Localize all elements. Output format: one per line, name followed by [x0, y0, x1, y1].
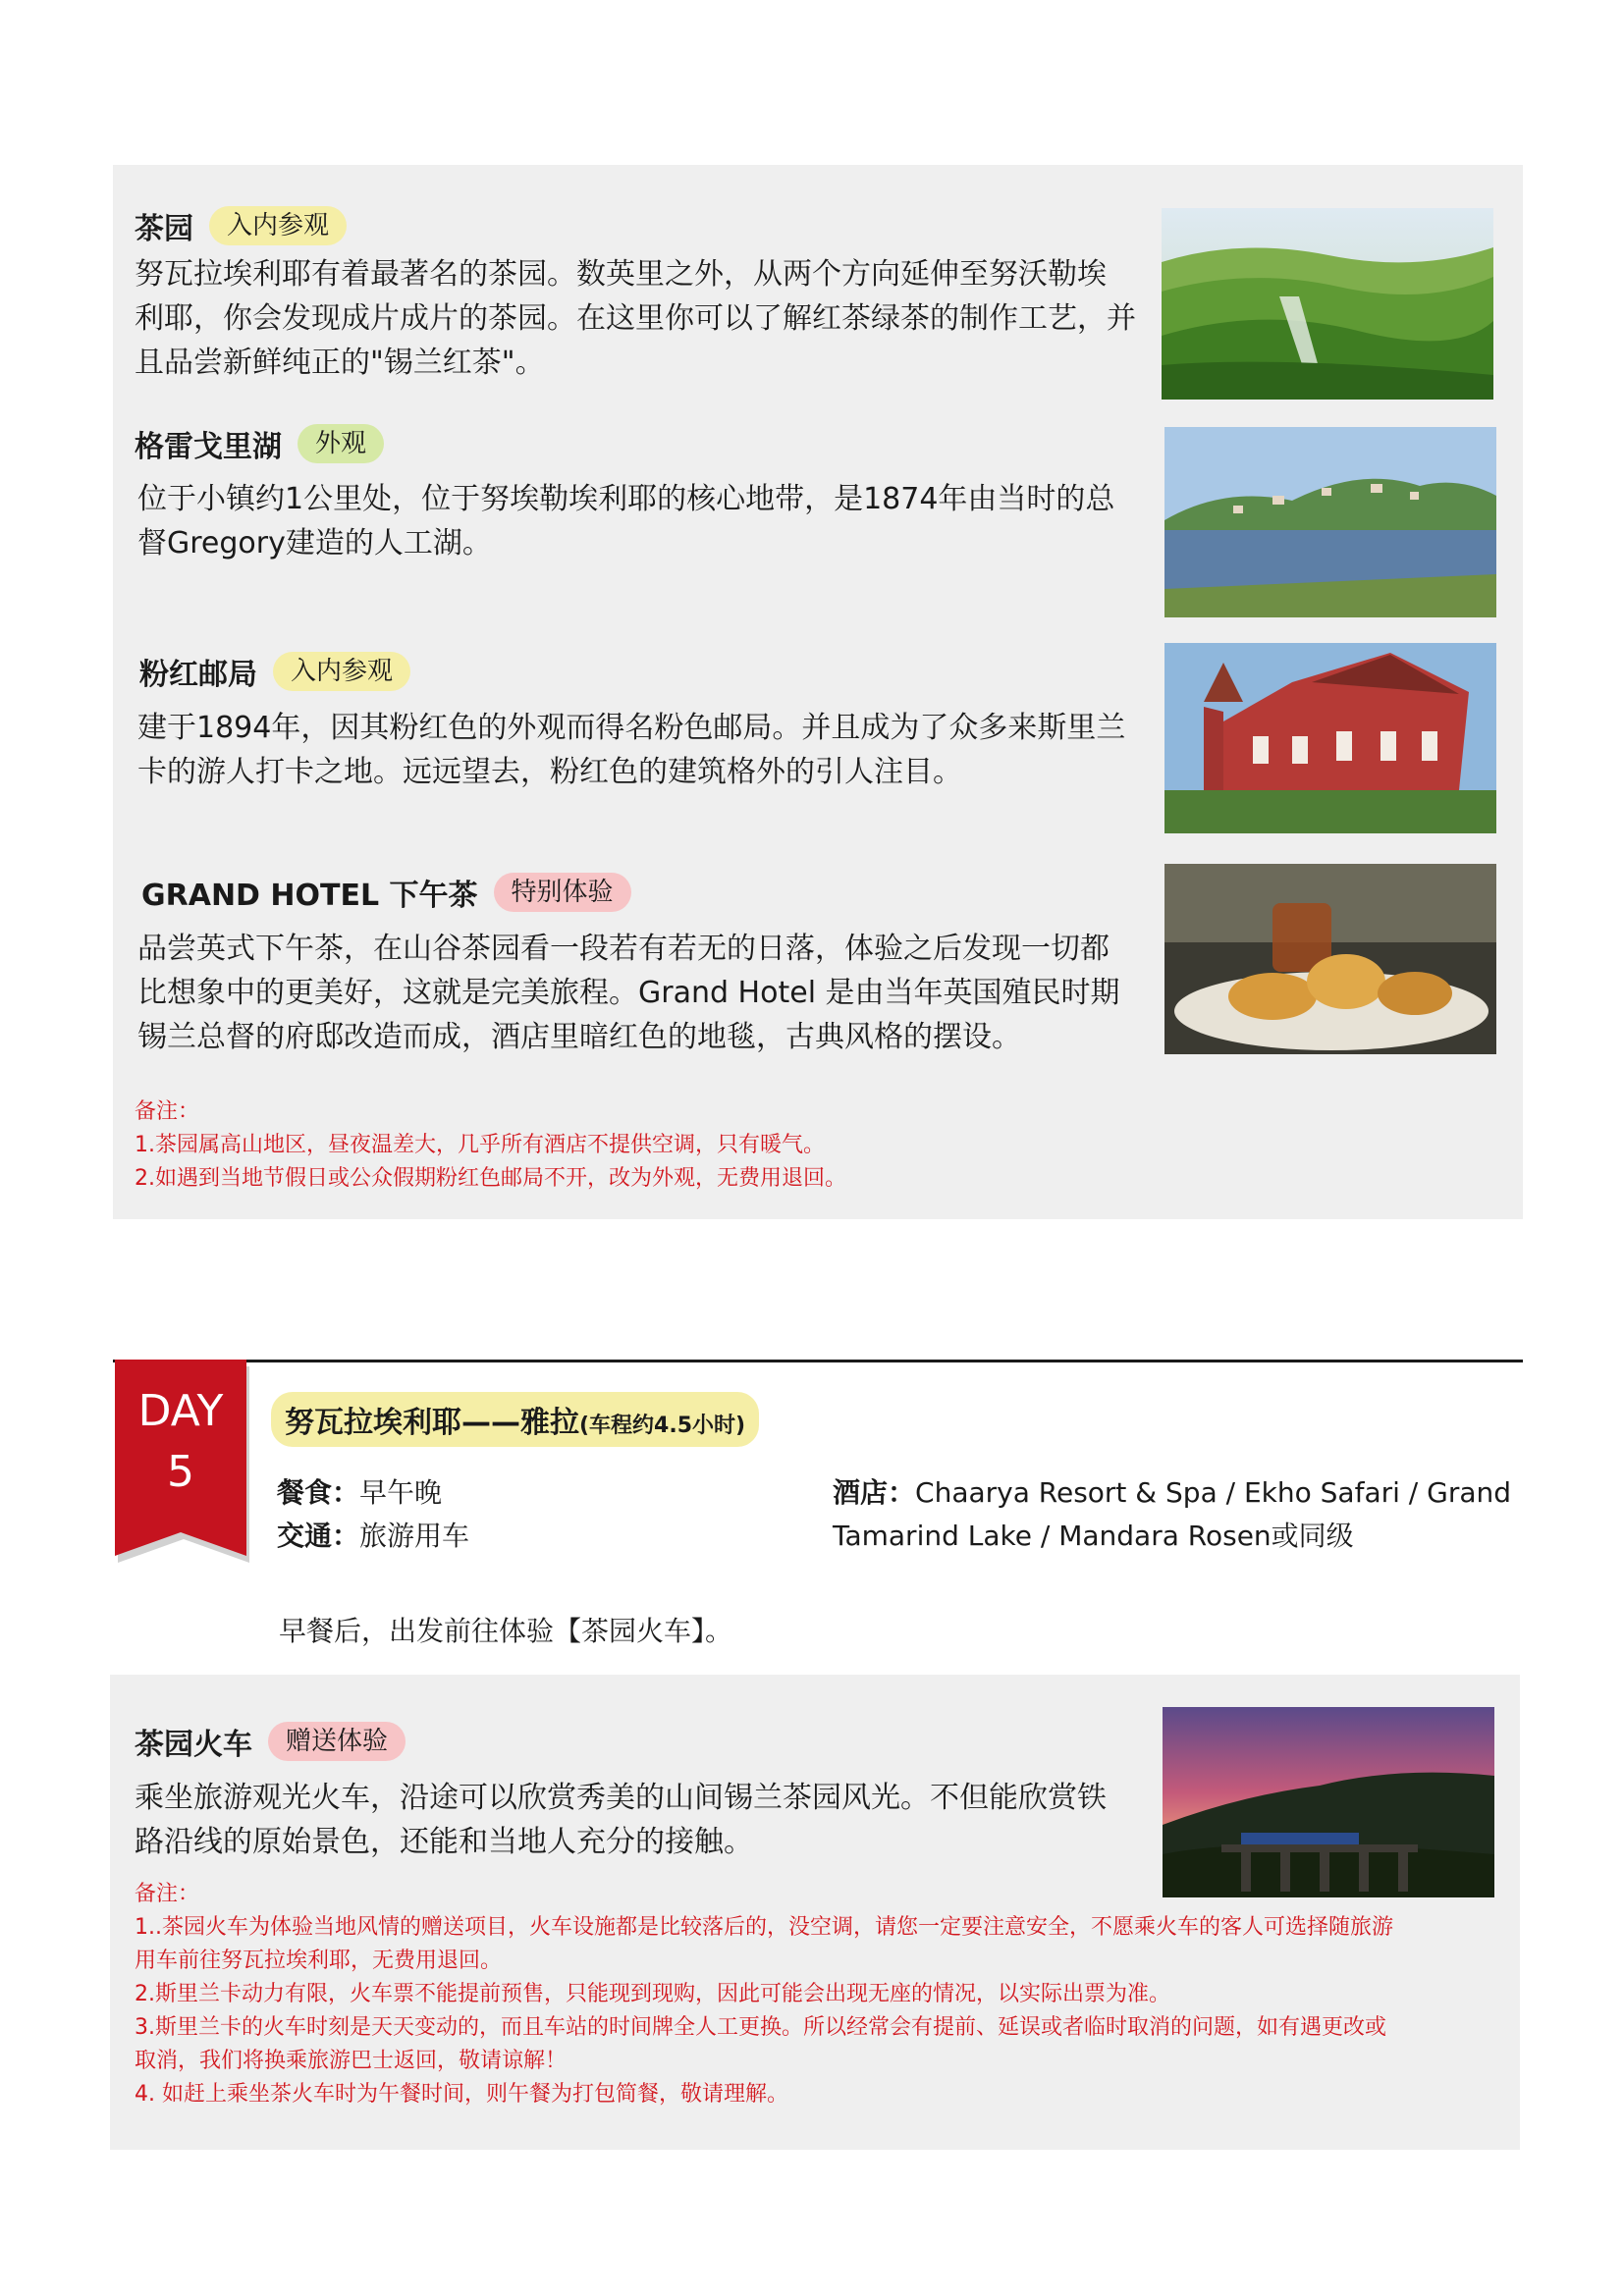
note-line: 4. 如赶上乘坐茶火车时为午餐时间，则午餐为打包简餐，敬请理解。: [135, 2082, 788, 2107]
note-line: 1.茶园属高山地区，昼夜温差大，几乎所有酒店不提供空调，只有暖气。: [135, 1133, 825, 1157]
attraction-heading-tea-garden: [135, 204, 347, 247]
text-line: 督Gregory建造的人工湖。: [137, 526, 492, 561]
attraction-heading-gregory-lake: [135, 422, 384, 465]
meals-label: 餐食：: [277, 1476, 360, 1509]
attraction-title: GRAND HOTEL 下午茶: [141, 879, 478, 913]
attraction-description: [135, 1776, 1107, 1864]
attraction-heading-grand-hotel: [141, 871, 631, 914]
note-line: 2.如遇到当地节假日或公众假期粉红色邮局不开，改为外观，无费用退回。: [135, 1166, 846, 1191]
attraction-heading-tea-train: [135, 1720, 406, 1763]
text-line: 卡的游人打卡之地。远远望去，粉红色的建筑格外的引人注目。: [137, 755, 962, 789]
hotel-value-line1: Chaarya Resort & Spa / Ekho Safari / Grand: [915, 1476, 1512, 1509]
meals-value: 早午晚: [359, 1476, 443, 1509]
attraction-title: 茶园火车: [135, 1728, 252, 1762]
text-line: 乘坐旅游观光火车，沿途可以欣赏秀美的山间锡兰茶园风光。不但能欣赏铁: [135, 1781, 1107, 1815]
text-line: 努瓦拉埃利耶有着最著名的茶园。数英里之外，从两个方向延伸至努沃勒埃: [135, 257, 1107, 292]
note-line: 取消，我们将换乘旅游巴士返回，敬请谅解！: [135, 2049, 568, 2073]
text-line: 比想象中的更美好，这就是完美旅程。Grand Hotel 是由当年英国殖民时期: [137, 976, 1120, 1010]
text-line: 品尝英式下午茶，在山谷茶园看一段若有若无的日落，体验之后发现一切都: [137, 932, 1110, 966]
attraction-title: 粉红邮局: [139, 658, 257, 692]
hotel-value-line2: Tamarind Lake / Mandara Rosen或同级: [833, 1520, 1354, 1552]
pink-post-office-photo: [1164, 643, 1496, 833]
attraction-tag: 入内参观: [209, 206, 347, 245]
attraction-title: 格雷戈里湖: [135, 430, 282, 464]
day-number: 5: [167, 1447, 194, 1497]
day-intro: 早餐后，出发前往体验【茶园火车】。: [279, 1615, 733, 1647]
text-line: 锡兰总督的府邸改造而成，酒店里暗红色的地毯，古典风格的摆设。: [137, 1020, 1021, 1054]
section-notes: [135, 1878, 1393, 2111]
note-line: 2.斯里兰卡动力有限，火车票不能提前预售，只能现到现购，因此可能会出现无座的情况，以实际出票为准。: [135, 1982, 1170, 2006]
attraction-title: 茶园: [135, 212, 193, 246]
meals-info: [277, 1471, 442, 1515]
route-name: 努瓦拉埃利耶——雅拉: [285, 1406, 579, 1440]
text-line: 利耶，你会发现成片成片的茶园。在这里你可以了解红茶绿茶的制作工艺，并: [135, 301, 1136, 336]
gregory-lake-photo: [1164, 427, 1496, 617]
text-line: 且品尝新鲜纯正的"锡兰红茶"。: [135, 346, 545, 380]
text-line: 位于小镇约1公里处，位于努埃勒埃利耶的核心地带，是1874年由当时的总: [137, 482, 1115, 516]
attraction-description: [135, 252, 1136, 385]
section-notes: [135, 1095, 846, 1196]
tea-plantation-photo: [1162, 208, 1493, 400]
note-line: 3.斯里兰卡的火车时刻是天天变动的，而且车站的时间牌全人工更换。所以经常会有提前、延误或者临时取消的问题，如有遇更改或: [135, 2015, 1386, 2040]
attraction-tag: 外观: [298, 424, 384, 463]
day-divider: [113, 1360, 1523, 1362]
hotel-info: [833, 1471, 1511, 1558]
transport-info: [277, 1515, 469, 1558]
attraction-description: [137, 927, 1120, 1059]
day-route-title: [271, 1392, 759, 1447]
route-duration: (车程约4.5小时): [579, 1414, 746, 1438]
tea-train-photo: [1163, 1707, 1494, 1897]
text-line: 建于1894年，因其粉红色的外观而得名粉色邮局。并且成为了众多来斯里兰: [137, 711, 1126, 745]
day-label: DAY: [137, 1386, 224, 1436]
attraction-description: [137, 477, 1114, 565]
transport-value: 旅游用车: [359, 1520, 470, 1552]
text-line: 路沿线的原始景色，还能和当地人充分的接触。: [135, 1825, 753, 1859]
notes-heading: 备注：: [135, 1099, 200, 1124]
note-line: 用车前往努瓦拉埃利耶，无费用退回。: [135, 1949, 503, 1973]
notes-heading: 备注：: [135, 1882, 200, 1906]
attraction-tag: 赠送体验: [268, 1722, 406, 1761]
hotel-label: 酒店：: [833, 1476, 916, 1509]
attraction-heading-pink-post-office: [139, 650, 410, 693]
transport-label: 交通：: [277, 1520, 360, 1552]
attraction-tag: 特别体验: [494, 873, 631, 912]
attraction-description: [137, 706, 1125, 794]
attraction-tag: 入内参观: [273, 652, 410, 691]
afternoon-tea-photo: [1164, 864, 1496, 1054]
note-line: 1..茶园火车为体验当地风情的赠送项目，火车设施都是比较落后的，没空调，请您一定要注意安全，不愿乘火车的客人可选择随旅游: [135, 1915, 1393, 1940]
